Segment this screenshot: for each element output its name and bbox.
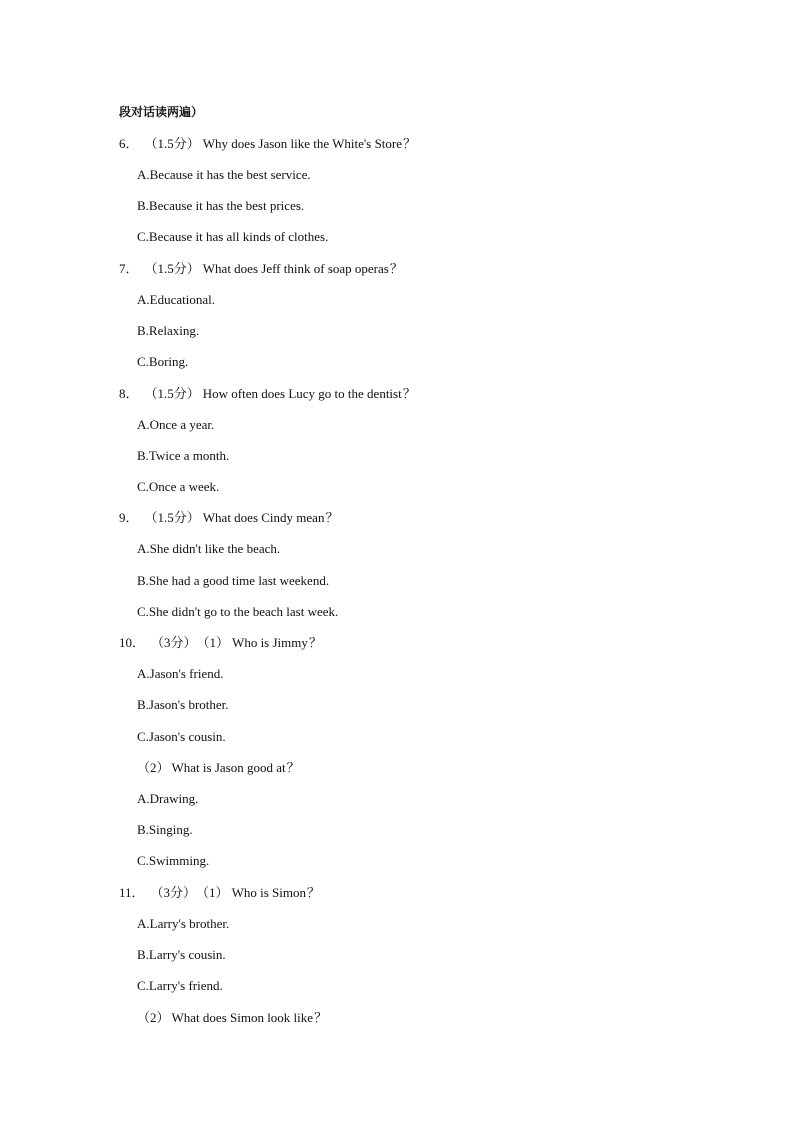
question-number: 6． [119, 136, 139, 151]
sub-question-10-2 [137, 760, 300, 776]
question-stem: How often does Lucy go to the dentist [202, 386, 402, 401]
sub-question-stem: What does Simon look like [171, 1010, 314, 1025]
option-10-1b: B.Jason's brother. [137, 697, 229, 712]
option-7a: A.Educational. [137, 292, 215, 307]
question-mark: ？ [325, 510, 339, 525]
option-10-1c: C.Jason's cousin. [137, 729, 226, 744]
question-stem: Who is Jimmy [232, 635, 308, 650]
option-9a: A.She didn't like the beach. [137, 541, 281, 556]
option-8c: C.Once a week. [137, 479, 220, 494]
question-mark: ？ [403, 136, 417, 151]
option-7c: C.Boring. [137, 354, 189, 369]
question-stem: Why does Jason like the White's Store [202, 136, 403, 151]
question-11 [119, 885, 320, 901]
question-10 [119, 635, 322, 651]
question-score: （1.5分） [144, 386, 200, 401]
option-9c: C.She didn't go to the beach last week. [137, 604, 339, 619]
question-mark: ？ [389, 261, 403, 276]
sub-question-number: （2） [137, 760, 170, 775]
option-6c: C.Because it has all kinds of clothes. [137, 229, 329, 244]
section-heading: 段对话读两遍） [119, 105, 204, 119]
question-mark: ？ [308, 635, 322, 650]
question-score: （1.5分） [144, 136, 200, 151]
option-10-1a: A.Jason's friend. [137, 666, 224, 681]
question-number: 10． [119, 635, 146, 650]
option-9b: B.She had a good time last weekend. [137, 573, 330, 588]
question-number: 11． [119, 885, 145, 900]
question-number: 9． [119, 510, 139, 525]
question-stem: What does Cindy mean [202, 510, 325, 525]
question-score: （1.5分） [144, 510, 200, 525]
question-mark: ？ [402, 386, 416, 401]
sub-question-11-2 [137, 1010, 327, 1026]
question-mark: ？ [286, 760, 300, 775]
option-10-2c: C.Swimming. [137, 853, 210, 868]
question-6 [119, 136, 416, 152]
option-11-1c: C.Larry's friend. [137, 978, 223, 993]
option-7b: B.Relaxing. [137, 323, 200, 338]
sub-question-stem: What is Jason good at [171, 760, 286, 775]
option-11-1b: B.Larry's cousin. [137, 947, 226, 962]
sub-question-number: （1） [196, 635, 230, 650]
question-mark: ？ [306, 885, 320, 900]
option-11-1a: A.Larry's brother. [137, 916, 230, 931]
question-mark: ？ [314, 1010, 328, 1025]
question-7 [119, 261, 403, 277]
question-score: （1.5分） [144, 261, 200, 276]
option-6b: B.Because it has the best prices. [137, 198, 305, 213]
question-stem: What does Jeff think of soap operas [202, 261, 389, 276]
question-number: 8． [119, 386, 139, 401]
question-score: （3分） [151, 635, 197, 650]
question-9 [119, 510, 338, 526]
option-8b: B.Twice a month. [137, 448, 230, 463]
question-stem: Who is Simon [231, 885, 306, 900]
option-10-2b: B.Singing. [137, 822, 193, 837]
option-10-2a: A.Drawing. [137, 791, 199, 806]
sub-question-number: （2） [137, 1010, 170, 1025]
sub-question-number: （1） [196, 885, 229, 900]
question-score: （3分） [150, 885, 197, 900]
question-number: 7． [119, 261, 139, 276]
option-8a: A.Once a year. [137, 417, 215, 432]
option-6a: A.Because it has the best service. [137, 167, 311, 182]
question-8 [119, 386, 416, 402]
